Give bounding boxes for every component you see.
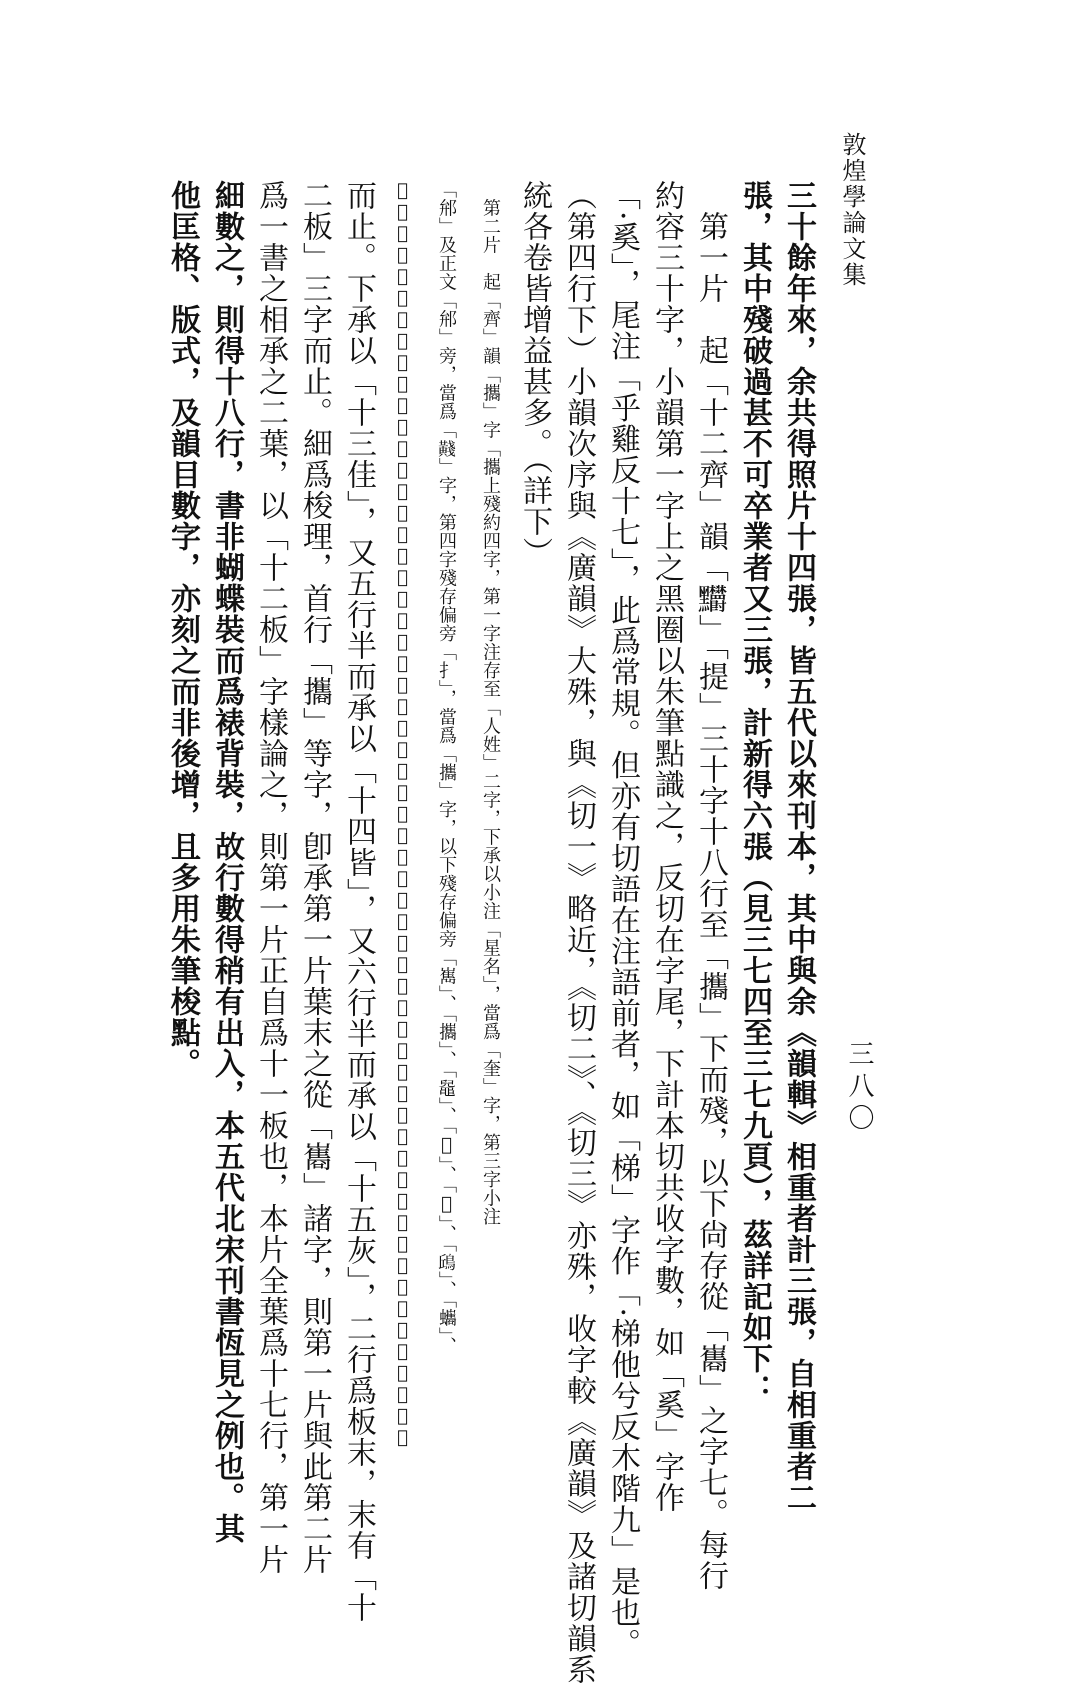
text-column: 統各卷皆增益甚多。（詳下） — [517, 180, 552, 568]
text-column: 爲一書之相承之二葉，以「十二板」字樣論之，則第一片正自爲十一板也，本片全葉爲十七行，第一片 — [253, 180, 288, 1575]
text-column: 而止。下承以「十三佳」，又五行半而承以「十四皆」，又六行半而承以「十五灰」，二行爲板末，末有「十 — [341, 180, 376, 1623]
text-column: 「𤋶」、「金」、「錐」、「𢤲」、「心」、「䮰」等形。又二行存「烓烏圭反二」、「鑵五圭反二」及「祇巨兮反一」、「䁢人兮反 — [392, 180, 413, 1449]
running-title: 敦煌學論文集 — [838, 132, 866, 288]
body-text — [165, 180, 820, 1685]
text-column: 二板」三字而止。細爲梭理，首行「攜」等字，卽承第一片葉末之從「巂」諸字，則第一片與此第二片 — [297, 180, 332, 1575]
text-column: 第二片 起「齊」韻「攜」字「攜上殘約四字，第一字注存至「人姓」二字，下承以小注「星名」，當爲「奎」字，第三字小注 — [480, 180, 501, 1226]
text-column: 他匡格、版式，及韻目數字，亦刻之而非後增，且多用朱筆梭點。 — [165, 180, 200, 1079]
text-column: 第一片 起「十二齊」韻「𪓉」「提」三十字十八行至「攜」下而殘，以下尙存從「巂」之字七。每行 — [693, 180, 728, 1591]
text-column: 「·奚」，尾注「乎雞反十七」，此爲常規。但亦有切語在注語前者，如「梯」字作「·梯他兮反木階九」是也。 — [605, 180, 640, 1660]
page-number: 三八〇 — [844, 1040, 874, 1136]
text-column: 約容三十字，小韻第一字上之黑圈以朱筆點識之，反切在字尾，下計本切共收字數，如「奚」字作 — [649, 180, 684, 1513]
text-column: （第四行下）小韻次序與《廣韻》大殊，與《切一》略近，《切二》、《切三》亦殊，收字較《廣韻》及諸切韻系 — [561, 180, 596, 1685]
text-column: 「𨚕」及正文「𨚕」旁，當爲「𪏊」字，第四字殘存偏旁「扌」，當爲「攜」字，以下殘存偏旁「嶲」、「攜」、「𪓬」、「𡾺」、「𣢸」、「𩿨」、「蠵」、 — [436, 180, 457, 1355]
text-column: 三十餘年來，余共得照片十四張，皆五代以來刊本，其中與余《韻輯》相重者計三張，自相重者二 — [781, 180, 816, 1513]
text-column: 張，其中殘破過甚不可卒業者又三張，計新得六張（見三七四至三七九頁），茲詳記如下： — [737, 180, 772, 1405]
text-column: 細數之，則得十八行，書非蝴蝶裝而爲裱背裝，故行數得稍有出入，本五代北宋刊書恆見之例也。其 — [209, 180, 244, 1544]
